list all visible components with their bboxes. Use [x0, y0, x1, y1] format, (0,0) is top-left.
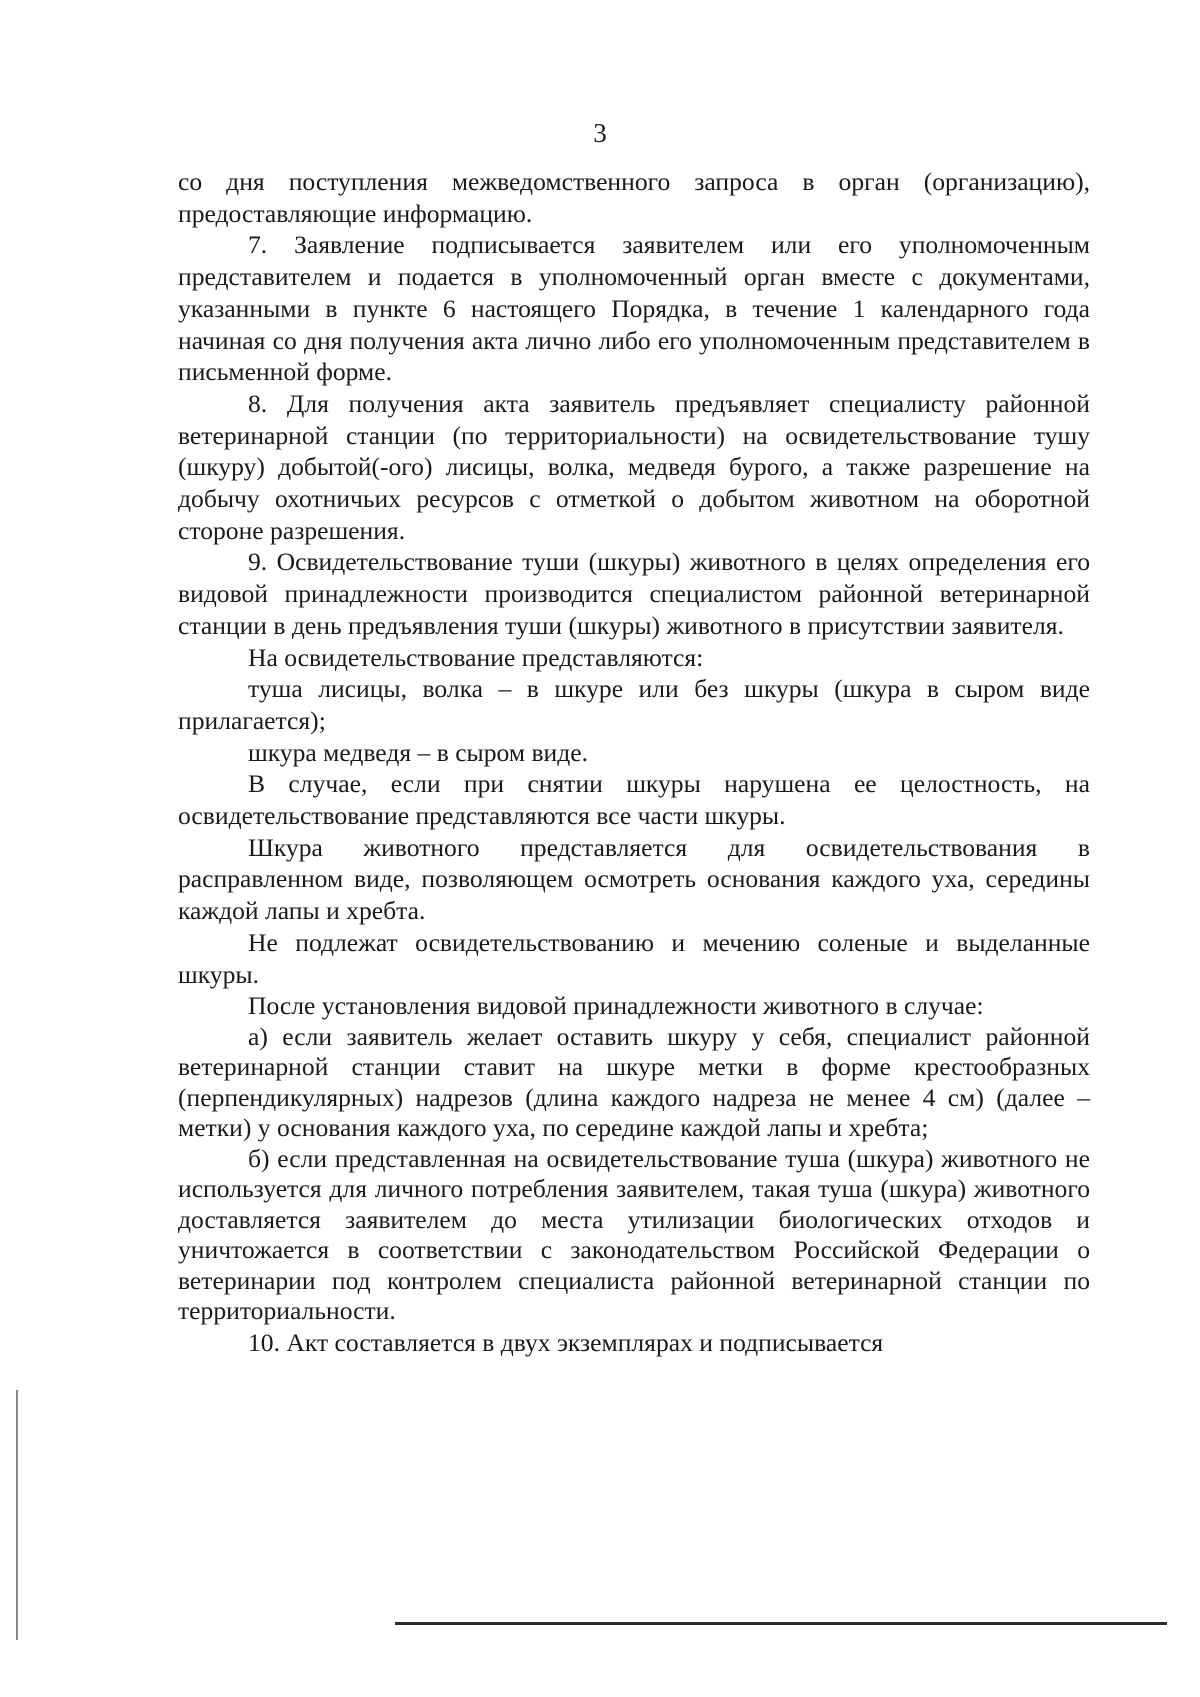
document-body	[178, 166, 1090, 1359]
paragraph-integrity: В случае, если при снятии шкуры нарушена ее целостность, на освидетельствование представляются все части шкуры.	[178, 769, 1090, 831]
page-number: 3	[593, 118, 607, 148]
scan-edge-mark	[16, 1390, 18, 1640]
paragraph-intro: со дня поступления межведомственного запроса в орган (организацию), предоставляющие информацию.	[178, 167, 1090, 228]
paragraph-item-a: а) если заявитель желает оставить шкуру у себя, специалист районной ветеринарной станции ставит на шкуре метки в форме крестообразных (перпендикулярных) надрезов (длина каждого надреза не менее 4 см) (далее – метки) у основания каждого уха, по середине каждой лапы и хребта;	[178, 1021, 1090, 1143]
paragraph-carcass: туша лисицы, волка – в шкуре или без шкуры (шкура в сыром виде прилагается);	[178, 674, 1090, 735]
paragraph-9: 9. Освидетельствование туши (шкуры) животного в целях определения его видовой принадлежности производится специалистом районной ветеринарной станции в день предъявления туши (шкуры) животного в присутствии заявителя.	[178, 547, 1090, 640]
paragraph-after-identification: После установления видовой принадлежности животного в случае:	[248, 991, 984, 1021]
paragraph-7: 7. Заявление подписывается заявителем или его уполномоченным представителем и подается в уполномоченный орган вместе с документами, указанными в пункте 6 настоящего Порядка, в течение 1 календарного года начиная со дня получения акта лично либо его уполномоченным представителем в письменной форме.	[178, 230, 1090, 387]
paragraph-8: 8. Для получения акта заявитель предъявляет специалисту районной ветеринарной станции (по территориальности) на освидетельствование тушу (шкуру) добытой(-ого) лисицы, волка, медведя бурого, а также разрешение на добычу охотничьих ресурсов с отметкой о добытом животном на оборотной стороне разрешения.	[178, 388, 1090, 545]
paragraph-not-subject: Не подлежат освидетельствованию и мечению соленые и выделанные шкуры.	[178, 927, 1090, 989]
paragraph-10: 10. Акт составляется в двух экземплярах и подписывается	[248, 1327, 884, 1357]
paragraph-bear-skin: шкура медведя – в сыром виде.	[248, 737, 589, 767]
paragraph-skin-presented: Шкура животного представляется для освидетельствования в расправленном виде, позволяющем осмотреть основания каждого уха, середины каждой лапы и хребта.	[178, 832, 1090, 926]
paragraph-item-b: б) если представленная на освидетельствование туша (шкура) животного не используется для личного потребления заявителем, такая туша (шкура) животного доставляется заявителем до места утилизации биологических отходов и уничтожается в соответствии с законодательством Российской Федерации о ветеринарии под контролем специалиста районной ветеринарной станции по территориальности.	[178, 1143, 1090, 1326]
paragraph-presented: На освидетельствование представляются:	[248, 642, 704, 672]
bottom-rule	[395, 1622, 1167, 1625]
